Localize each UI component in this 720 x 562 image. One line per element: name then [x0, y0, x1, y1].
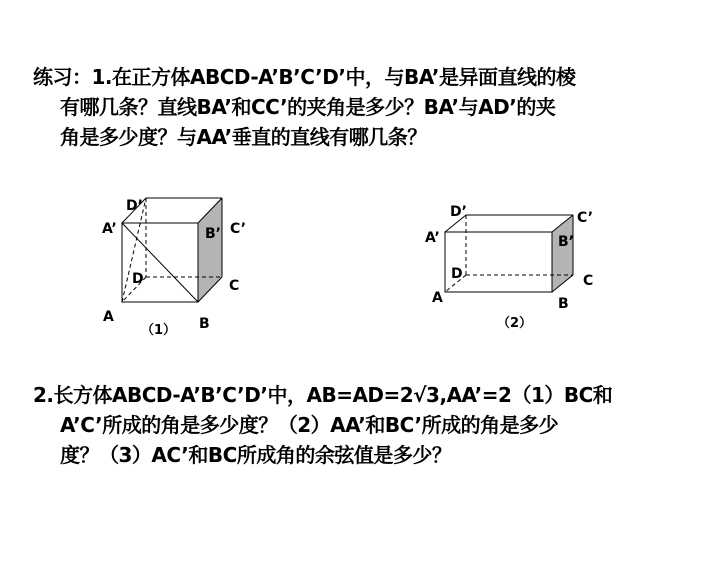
- box-2-label-d: D: [451, 266, 463, 282]
- box-2-label-c: C: [583, 273, 594, 289]
- problem-2-text: [33, 380, 612, 470]
- cube-1-label-a1: A’: [102, 221, 117, 237]
- box-2-label-a: A: [432, 290, 443, 306]
- cube-1-label-a: A: [103, 309, 114, 325]
- cube-1-label-c1: C’: [230, 221, 247, 237]
- figure-2-caption: （2）: [497, 316, 533, 331]
- cube-1-label-b: B: [199, 316, 210, 332]
- problem-2-line-2: A’C’所成的角是多少度？（2）AA’和BC’所成的角是多少: [60, 413, 559, 437]
- box-2-label-d1: D’: [450, 204, 467, 220]
- problem-1-line-1: 练习：1.在正方体ABCD-A’B’C’D’中，与BA’是异面直线的棱: [33, 65, 576, 89]
- box-2-label-b: B: [558, 296, 569, 312]
- cube-1-label-b1: B’: [205, 226, 221, 242]
- problem-1-line-2: 有哪几条？直线BA’和CC’的夹角是多少？BA’与AD’的夹: [60, 95, 556, 119]
- box-2-label-c1: C’: [577, 210, 594, 226]
- figure-1-caption: （1）: [141, 323, 177, 338]
- box-2-label-b1: B’: [558, 234, 574, 250]
- box-2-label-a1: A’: [425, 230, 440, 246]
- cube-1-label-d1: D’: [126, 198, 143, 214]
- cube-1-label-c: C: [229, 278, 240, 294]
- problem-2-line-1: 2.长方体ABCD-A’B’C’D’中，AB=AD=2√3,AA’=2（1）BC和: [33, 383, 613, 407]
- problem-2-line-3: 度？（3）AC’和BC所成角的余弦值是多少？: [60, 443, 452, 467]
- cube-1-label-d: D: [132, 271, 144, 287]
- box-2-right-face: [552, 215, 573, 292]
- problem-1-line-3: 角是多少度？与AA’垂直的直线有哪几条？: [60, 125, 427, 149]
